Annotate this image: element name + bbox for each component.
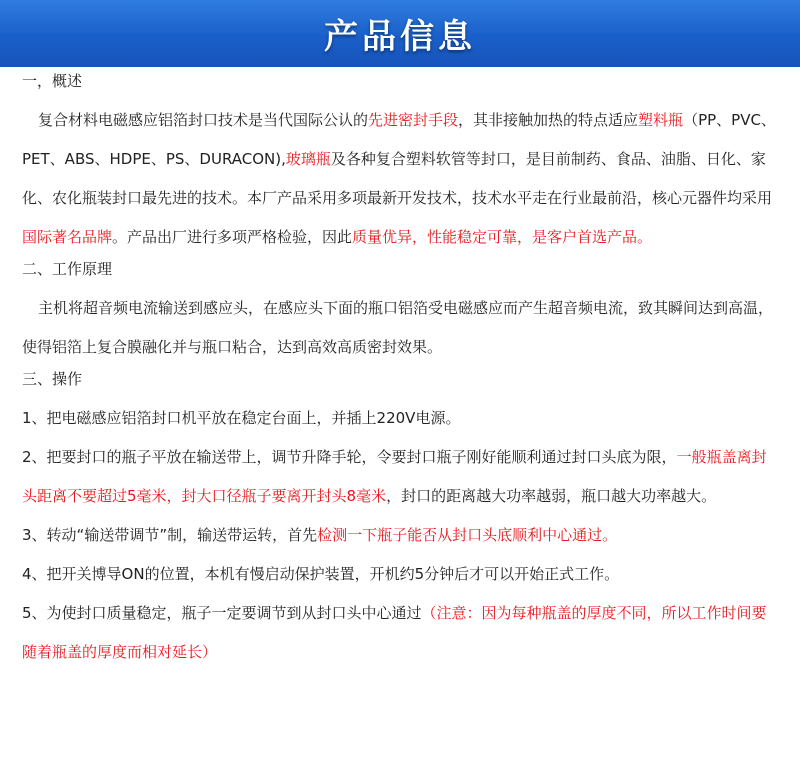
operation-step bbox=[22, 516, 778, 555]
emphasis-text: 质量优异，性能稳定可靠，是客户首选产品。 bbox=[352, 228, 653, 246]
overview-paragraph bbox=[22, 101, 778, 257]
body-text: 5、为使封口质量稳定，瓶子一定要调节到从封口头中心通过 bbox=[22, 604, 422, 622]
emphasis-text: 先进密封手段 bbox=[368, 111, 459, 129]
section-heading-operation: 三、操作 bbox=[22, 370, 83, 388]
body-text: ，封口的距离越大功率越弱，瓶口越大功率越大。 bbox=[386, 487, 717, 505]
body-text: 主机将超音频电流输送到感应头，在感应头下面的瓶口铝箔受电磁感应而产生超音频电流，致其瞬间达到高温，使得铝箔上复合膜融化并与瓶口粘合，达到高效高质密封效果。 bbox=[22, 299, 774, 356]
principle-paragraph bbox=[22, 289, 778, 367]
page-title: 产品信息 bbox=[324, 17, 476, 57]
emphasis-text: 玻璃瓶 bbox=[285, 150, 331, 168]
content bbox=[0, 71, 800, 672]
section-heading-overview: 一，概述 bbox=[22, 72, 83, 90]
operation-step bbox=[22, 555, 778, 594]
body-text: 1、把电磁感应铝箔封口机平放在稳定台面上，并插上220V电源。 bbox=[22, 409, 461, 427]
header-banner bbox=[0, 0, 800, 67]
operation-step bbox=[22, 594, 778, 672]
body-text: 。产品出厂进行多项严格检验，因此 bbox=[112, 228, 353, 246]
emphasis-text: 国际著名品牌 bbox=[22, 228, 113, 246]
body-text: 复合材料电磁感应铝箔封口技术是当代国际公认的 bbox=[38, 111, 369, 129]
body-text: ，其非接触加热的特点适应 bbox=[458, 111, 639, 129]
operation-list bbox=[22, 399, 778, 672]
body-text: 及各种复合塑料软管等封口，是目前制药、食品、油脂、日化、家化、农化瓶装封口最先进的技术。本厂产品采用多项最新开发技术，技术水平走在行业最前沿，核心元器件均采用 bbox=[22, 150, 773, 207]
body-text: （PP、PVC、PET、ABS、HDPE、PS、DURACON), bbox=[22, 111, 776, 168]
emphasis-text: （注意：因为每种瓶盖的厚度不同，所以工作时间要随着瓶盖的厚度而相对延长） bbox=[22, 604, 767, 661]
body-text: 2、把要封口的瓶子平放在输送带上，调节升降手轮，令要封口瓶子刚好能顺利通过封口头底为限， bbox=[22, 448, 677, 466]
section-heading-principle: 二、工作原理 bbox=[22, 260, 113, 278]
emphasis-text: 一般瓶盖离封头距离不要超过5毫米，封大口径瓶子要离开封头8毫米 bbox=[22, 448, 767, 505]
operation-step bbox=[22, 399, 778, 438]
body-text: 3、转动“输送带调节”制，输送带运转，首先 bbox=[22, 526, 318, 544]
body-text: 4、把开关博导ON的位置，本机有慢启动保护装置，开机约5分钟后才可以开始正式工作。 bbox=[22, 565, 620, 583]
emphasis-text: 塑料瓶 bbox=[638, 111, 684, 129]
operation-step bbox=[22, 438, 778, 516]
emphasis-text: 检测一下瓶子能否从封口头底顺利中心通过。 bbox=[317, 526, 618, 544]
